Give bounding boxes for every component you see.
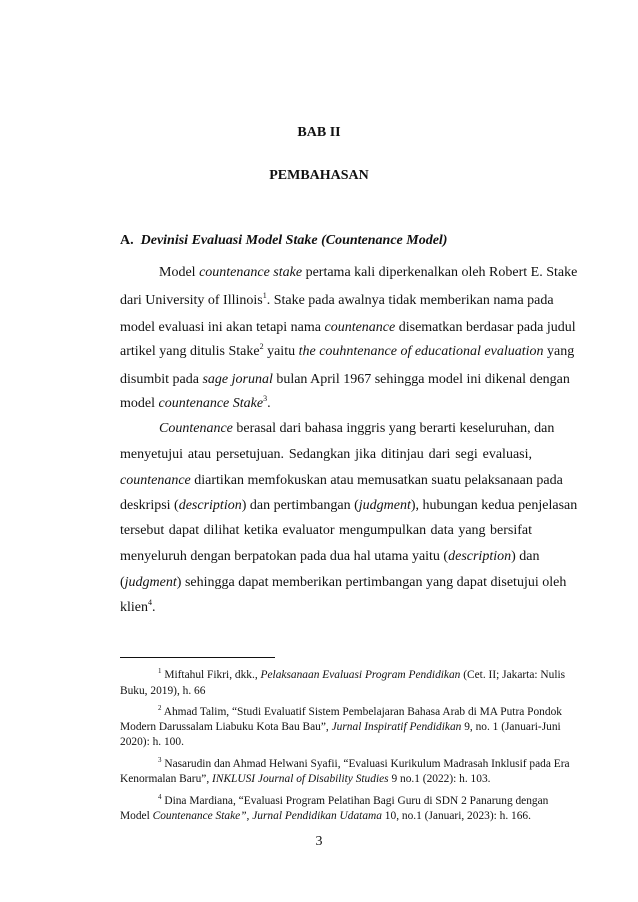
paragraph-2-line: deskripsi (description) dan pertimbangan (judgment), hubungan kedua penjelasan xyxy=(120,498,578,513)
paragraph-2-line: klien$^4$. xyxy=(120,598,156,615)
paragraph-1-line: Model countenance stake pertama kali diperkenalkan oleh Robert E. Stake xyxy=(159,265,578,280)
paragraph-1-line: artikel yang ditulis Stake$^2$ yaitu the couhntenance of educational evaluation yang xyxy=(120,342,575,359)
chapter-number: BAB II xyxy=(297,125,341,140)
section-heading xyxy=(120,233,447,249)
footnote-ref: 2 xyxy=(259,342,264,351)
section-letter: A. xyxy=(120,233,134,248)
chapter-title: PEMBAHASAN xyxy=(269,168,369,183)
paragraph-1-line: model countenance Stake$^3$. xyxy=(120,394,271,411)
paragraph-2-line: (judgment) sehingga dapat memberikan pertimbangan yang dapat disetujui oleh xyxy=(120,575,567,590)
page-number: 3 xyxy=(315,834,323,849)
footnote-3: $^3$ Nasarudin dan Ahmad Helwani Syafii, “Evaluasi Kurikulum Madrasah Inklusif pada Era xyxy=(158,756,570,770)
paragraph-1-line: dari University of Illinois$^1$. Stake pada awalnya tidak memberikan nama pada xyxy=(120,291,554,308)
paragraph-2-line: tersebut dapat dilihat ketika evaluator mengumpulkan data yang bersifat xyxy=(120,523,532,538)
paragraph-1-line: model evaluasi ini akan tetapi nama countenance disematkan berdasar pada judul xyxy=(120,320,576,335)
footnote-2: $^2$ Ahmad Talim, “Studi Evaluatif Sistem Pembelajaran Bahasa Arab di MA Putra Pondok xyxy=(158,704,562,718)
paragraph-2-line: Countenance berasal dari bahasa inggris yang berarti keseluruhan, dan xyxy=(159,421,555,436)
footnote-2: Modern Darussalam Liabuku Kota Bau Bau”, Jurnal Inspiratif Pendidikan 9, no. 1 (Januari-Juni xyxy=(120,721,561,733)
footnote-ref: 1 xyxy=(262,291,267,300)
footnote-1: $^1$ Miftahul Fikri, dkk., Pelaksanaan Evaluasi Program Pendidikan (Cet. II; Jakarta: Nulis xyxy=(158,667,566,681)
paragraph-2-line: menyeluruh dengan berpatokan pada dua hal utama yaitu (description) dan xyxy=(120,549,540,564)
footnote-2: 2020): h. 100. xyxy=(120,736,184,748)
section-title: Devinisi Evaluasi Model Stake (Countenance Model) xyxy=(140,233,448,248)
footnote-ref: 4 xyxy=(148,598,152,607)
paragraph-2-line: menyetujui atau persetujuan. Sedangkan jika ditinjau dari segi evaluasi, xyxy=(120,447,532,462)
footnote-1: Buku, 2019), h. 66 xyxy=(120,685,206,697)
footnote-4: Model Countenance Stake”, Jurnal Pendidikan Udatama 10, no.1 (Januari, 2023): h. 166. xyxy=(120,810,531,822)
paragraph-1-line: disumbit pada sage jorunal bulan April 1967 sehingga model ini dikenal dengan xyxy=(120,372,570,387)
paragraph-2-line: countenance diartikan memfokuskan atau memusatkan suatu pelaksanaan pada xyxy=(120,473,563,488)
footnote-3: Kenormalan Baru”, INKLUSI Journal of Disability Studies 9 no.1 (2022): h. 103. xyxy=(120,773,491,785)
footnote-separator xyxy=(120,657,275,658)
footnote-4: $^4$ Dina Mardiana, “Evaluasi Program Pelatihan Bagi Guru di SDN 2 Panarung dengan xyxy=(158,793,549,807)
footnote-ref: 3 xyxy=(263,394,268,403)
